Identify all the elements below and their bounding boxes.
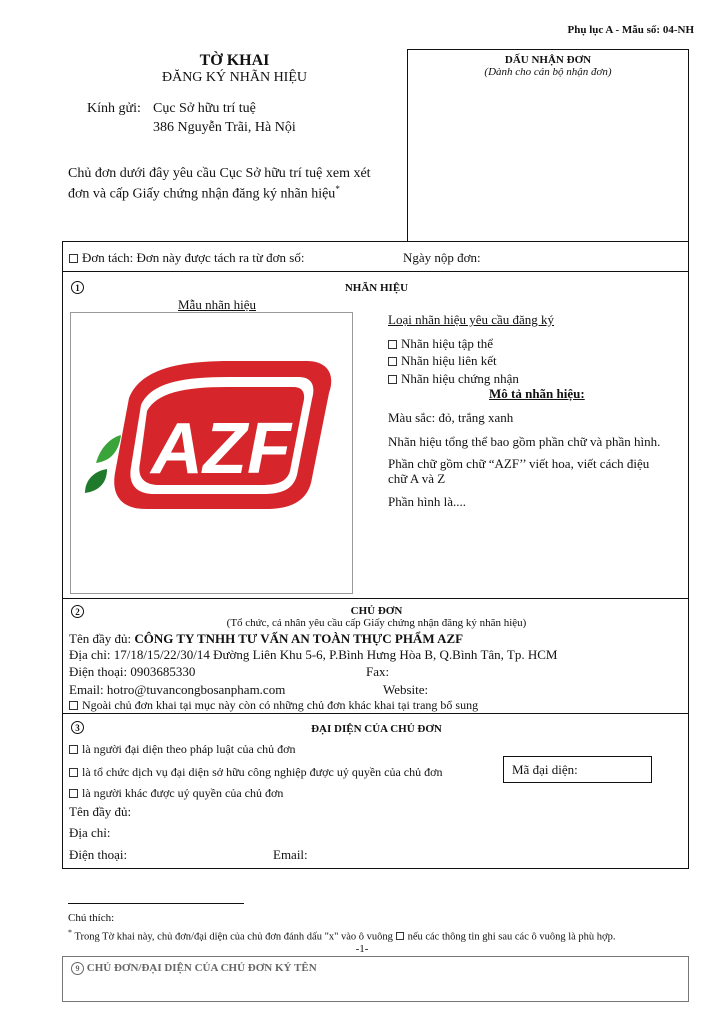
- rep-code-box[interactable]: Mã đại diện:: [503, 756, 652, 783]
- applicant-address: Địa chỉ: 17/18/15/22/30/14 Đường Liên Khu 5-6, P.Bình Hưng Hòa B, Q.Bình Tân, Tp. HCM: [69, 647, 558, 662]
- footnote-label: Chú thích:: [68, 912, 115, 924]
- section-trademark: [62, 271, 689, 599]
- rep-name-label: Tên đầy đủ:: [69, 804, 132, 819]
- logo-frame: [70, 312, 353, 594]
- azf-logo: [71, 313, 352, 593]
- rep-phone-label: Điện thoại:: [69, 847, 128, 862]
- section-representative: [62, 713, 689, 869]
- applicant-name: CÔNG TY TNHH TƯ VẤN AN TOÀN THỰC PHẨM AZF: [134, 631, 464, 646]
- checkbox-collective[interactable]: [388, 340, 397, 349]
- checkbox-certification[interactable]: [388, 375, 397, 384]
- form-subtitle: ĐĂNG KÝ NHÃN HIỆU: [161, 70, 308, 85]
- rep-option-2: là tổ chức dịch vụ đại diện sở hữu công nghiệp được uỷ quyền của chủ đơn: [69, 765, 442, 780]
- website-label: Website:: [383, 682, 429, 697]
- section1-title: NHÃN HIỆU: [344, 282, 409, 294]
- section2-subtitle: (Tổ chức, cá nhân yêu cầu cấp Giấy chứng nhận đăng ký nhãn hiệu): [226, 617, 527, 629]
- desc-image: Phần hình là....: [388, 494, 466, 509]
- section3-title: ĐẠI DIỆN CỦA CHỦ ĐƠN: [311, 723, 442, 735]
- split-row: [62, 241, 689, 272]
- applicant-email: Email: hotro@tuvancongbosanpham.com: [69, 682, 286, 697]
- other-owners: Ngoài chủ đơn khai tại mục này còn có những chủ đơn khác khai tại trang bổ sung: [69, 698, 478, 713]
- stamp-box: [407, 49, 689, 242]
- fax-label: Fax:: [366, 664, 390, 679]
- appendix-label: Phụ lục A - Mẫu số: 04-NH: [567, 24, 694, 36]
- split-checkbox[interactable]: [69, 254, 78, 263]
- desc-overall: Nhãn hiệu tổng thể bao gồm phần chữ và phần hình.: [388, 434, 661, 449]
- form-title: TỜ KHAI: [199, 52, 270, 69]
- rep-option-3: là người khác được uỷ quyền của chủ đơn: [69, 786, 283, 801]
- type-certification: Nhãn hiệu chứng nhận: [388, 371, 519, 387]
- checkbox-rep-service[interactable]: [69, 768, 78, 777]
- recipient-org: Cục Sở hữu trí tuệ: [153, 101, 256, 116]
- applicant-name-row: Tên đầy đủ: CÔNG TY TNHH TƯ VẤN AN TOÀN THỰC PHẨM AZF: [69, 631, 464, 646]
- checkbox-rep-other[interactable]: [69, 789, 78, 798]
- checkbox-other-owners[interactable]: [69, 701, 78, 710]
- stamp-note: (Dành cho cán bộ nhận đơn): [484, 66, 612, 78]
- recipient-label: Kính gửi:: [87, 101, 141, 116]
- rep-option-1: là người đại diện theo pháp luật của chủ đơn: [69, 742, 295, 757]
- checkbox-rep-legal[interactable]: [69, 745, 78, 754]
- section1-number: 1: [71, 278, 84, 296]
- page-number: -1-: [355, 943, 369, 955]
- desc-text-line2: chữ A và Z: [388, 471, 446, 486]
- section2-title: CHỦ ĐƠN: [350, 605, 403, 617]
- footnote-divider: [68, 903, 244, 904]
- signature-label: 9 CHỦ ĐƠN/ĐẠI DIỆN CỦA CHỦ ĐƠN KÝ TÊN: [71, 962, 317, 975]
- footnote-text: * Trong Tờ khai này, chủ đơn/đại diện của chủ đơn đánh dấu "x" vào ô vuông nếu các thông tin ghi sau các ô vuông là phù hợp.: [68, 928, 616, 943]
- signature-box: [62, 956, 689, 1002]
- type-heading: Loại nhãn hiệu yêu cầu đăng ký: [388, 312, 555, 327]
- filing-date-label: Ngày nộp đơn:: [403, 250, 481, 265]
- footnote-checkbox-icon: [396, 932, 404, 940]
- desc-color: Màu sắc: đỏ, trắng xanh: [388, 410, 514, 425]
- rep-email-label: Email:: [273, 847, 308, 862]
- section3-number: 3: [71, 718, 84, 736]
- rep-address-label: Địa chỉ:: [69, 825, 111, 840]
- split-label: Đơn tách: Đơn này được tách ra từ đơn số:: [69, 250, 304, 266]
- sample-label: Mẫu nhãn hiệu: [178, 297, 256, 312]
- recipient-address: 386 Nguyễn Trãi, Hà Nội: [153, 120, 296, 135]
- type-collective: Nhãn hiệu tập thể: [388, 336, 493, 352]
- applicant-phone: Điện thoại: 0903685330: [69, 664, 196, 679]
- desc-heading: Mô tả nhãn hiệu:: [489, 386, 585, 401]
- intro-line-2: đơn và cấp Giấy chứng nhận đăng ký nhãn hiệu*: [68, 184, 340, 202]
- section2-number: 2: [71, 602, 84, 620]
- type-associated: Nhãn hiệu liên kết: [388, 353, 497, 369]
- desc-text-line1: Phần chữ gồm chữ “AZF’’ viết hoa, viết cách điệu: [388, 456, 650, 471]
- leaf-icon: [96, 435, 121, 463]
- intro-line-1: Chủ đơn dưới đây yêu cầu Cục Sở hữu trí tuệ xem xét: [68, 166, 371, 181]
- leaf-icon: [85, 469, 107, 493]
- stamp-title: DẤU NHẬN ĐƠN: [504, 54, 592, 66]
- logo-text: AZF: [151, 409, 291, 489]
- checkbox-associated[interactable]: [388, 357, 397, 366]
- section-applicant: [62, 598, 689, 714]
